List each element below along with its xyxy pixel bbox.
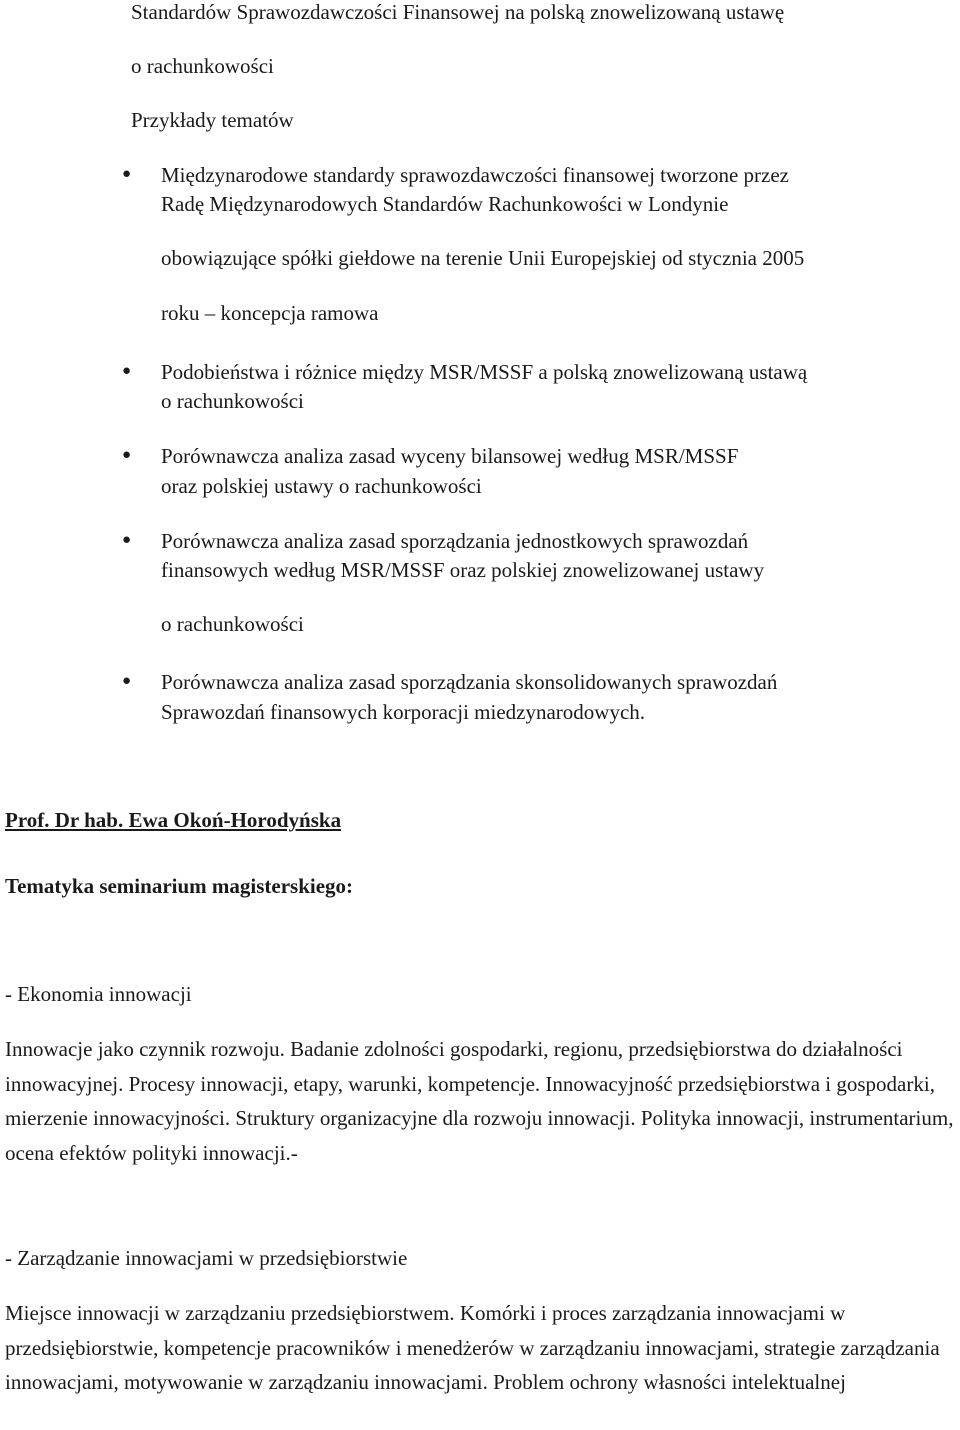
bullet-3-line-1: Porównawcza analiza zasad wyceny bilansowej według MSR/MSSF [161,444,739,468]
topic-1-heading: - Ekonomia innowacji [5,982,192,1006]
examples-heading: Przykłady tematów [131,108,294,132]
intro-line-1: Standardów Sprawozdawczości Finansowej na polską znowelizowaną ustawę [131,0,785,24]
bullet-4-line-2: finansowych według MSR/MSSF oraz polskiej znowelizowanej ustawy [161,558,765,582]
topic-1-body: Innowacje jako czynnik rozwoju. Badanie zdolności gospodarki, regionu, przedsiębiorstwa do działalności innowacyjnej. Procesy innowacji, etapy, warunki, kompetencje. Innowacyjność przedsiębiorstwa i gospodarki, mierzenie innowacyjności. Struktury organizacyjne dla rozwoju innowacji. Polityka innowacji, instrumentarium, ocena efektów polityki innowacji.- [5,1037,954,1165]
bullet-icon: ● [122,532,132,548]
bullet-1-line-1: Międzynarodowe standardy sprawozdawczości finansowej tworzone przez [161,163,790,187]
bullet-2-line-2: o rachunkowości [161,389,304,413]
bullet-1-line-3: obowiązujące spółki giełdowe na terenie Unii Europejskiej od stycznia 2005 [161,246,805,270]
bullet-4-line-1: Porównawcza analiza zasad sporządzania jednostkowych sprawozdań [161,529,749,553]
bullet-icon: ● [122,166,132,182]
professor-heading [5,808,341,833]
bullet-1-line-4: roku – koncepcja ramowa [161,301,379,325]
seminar-heading: Tematyka seminarium magisterskiego: [5,874,354,898]
bullet-2-line-1: Podobieństwa i różnice między MSR/MSSF a polską znowelizowaną ustawą [161,360,808,384]
topic-2-body: Miejsce innowacji w zarządzaniu przedsiębiorstwem. Komórki i proces zarządzania innowacjami w przedsiębiorstwie, kompetencje pracowników i menedżerów w zarządzaniu innowacjami, strategie zarządzania innowacjami, motywowanie w zarządzaniu innowacjami. Problem ochrony własności intelektualnej [5,1301,940,1394]
professor-title: Prof. Dr hab. [5,808,124,832]
bullet-5-line-2: Sprawozdań finansowych korporacji miedzynarodowych. [161,700,646,724]
professor-name: Ewa Okoń-Horodyńska [128,808,342,832]
intro-line-2: o rachunkowości [131,54,274,78]
bullet-3-line-2: oraz polskiej ustawy o rachunkowości [161,474,482,498]
bullet-1-line-2: Radę Międzynarodowych Standardów Rachunkowości w Londynie [161,192,729,216]
bullet-5-line-1: Porównawcza analiza zasad sporządzania skonsolidowanych sprawozdań [161,670,778,694]
bullet-icon: ● [122,673,132,689]
topic-2-heading: - Zarządzanie innowacjami w przedsiębiorstwie [5,1246,408,1270]
bullet-icon: ● [122,447,132,463]
bullet-icon: ● [122,363,132,379]
bullet-4-line-3: o rachunkowości [161,612,304,636]
